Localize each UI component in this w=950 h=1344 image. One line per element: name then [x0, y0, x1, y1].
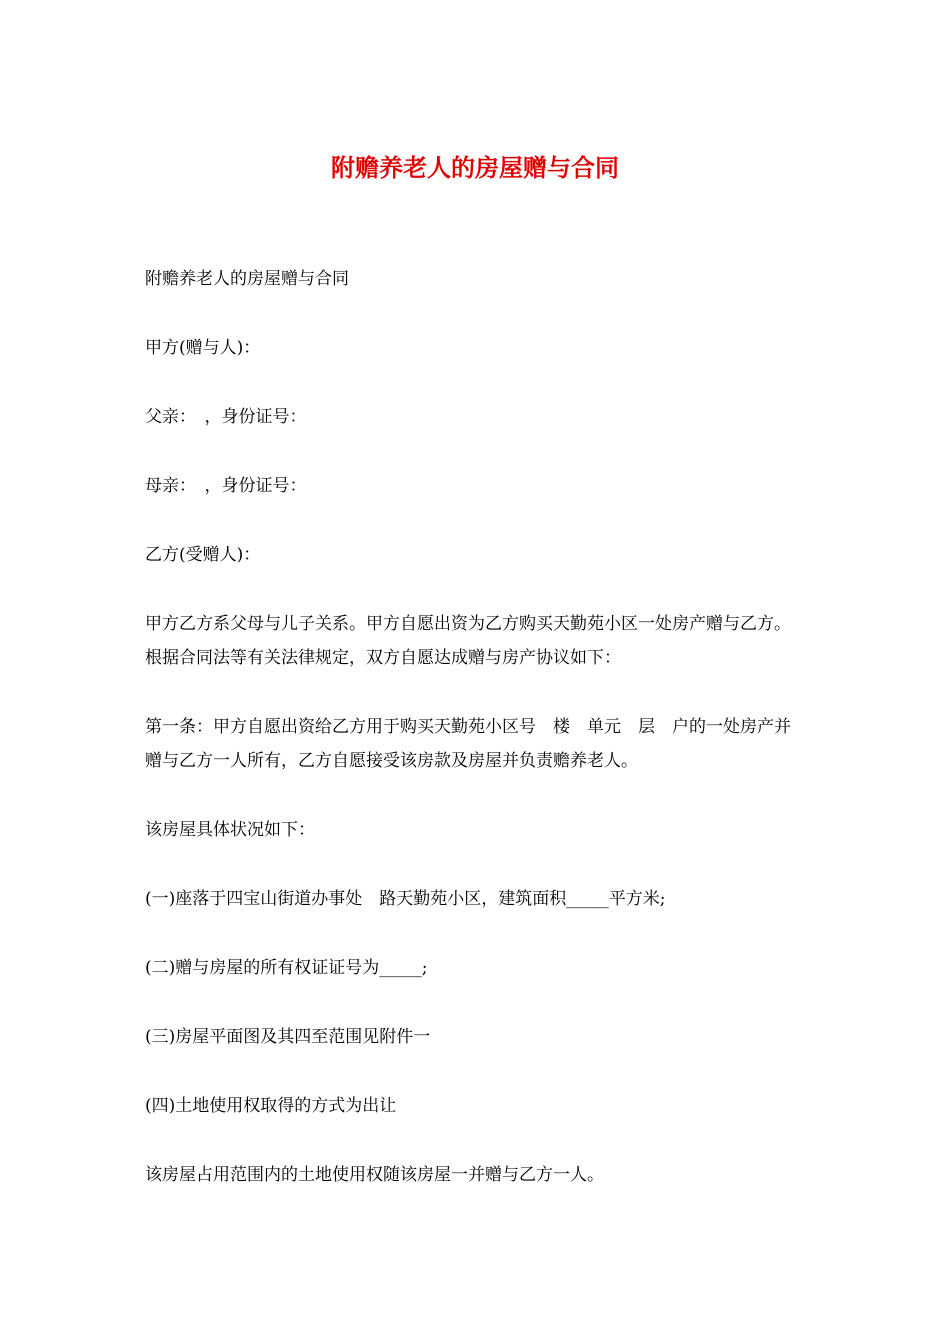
paragraph-item-3: (三)房屋平面图及其四至范围见附件一 [145, 1027, 431, 1047]
document-body [145, 262, 805, 1192]
document-title: 附赡养老人的房屋赠与合同 [331, 154, 619, 182]
paragraph-mother: 母亲： ，身份证号： [145, 476, 307, 496]
paragraph-house-status: 该房屋具体状况如下： [145, 820, 315, 840]
paragraph-party-b: 乙方(受赠人)： [145, 545, 261, 565]
paragraph-item-2: (二)赠与房屋的所有权证证号为_____; [145, 958, 428, 978]
paragraph-father: 父亲： ，身份证号： [145, 407, 307, 427]
paragraph-land-use: 该房屋占用范围内的土地使用权随该房屋一并赠与乙方一人。 [145, 1165, 604, 1185]
paragraph-party-a: 甲方(赠与人)： [145, 338, 261, 358]
paragraph-article-one: 第一条：甲方自愿出资给乙方用于购买天勤苑小区号 楼 单元 层 户的一处房产并赠与乙方一人所有，乙方自愿接受该房款及房屋并负责赡养老人。 [145, 717, 791, 771]
paragraph-relationship: 甲方乙方系父母与儿子关系。甲方自愿出资为乙方购买天勤苑小区一处房产赠与乙方。根据合同法等有关法律规定，双方自愿达成赠与房产协议如下： [145, 614, 791, 668]
paragraph-item-4: (四)土地使用权取得的方式为出让 [145, 1096, 397, 1116]
paragraph-item-1: (一)座落于四宝山街道办事处 路天勤苑小区，建筑面积_____平方米; [145, 889, 666, 909]
paragraph-heading: 附赡养老人的房屋赠与合同 [145, 269, 349, 289]
